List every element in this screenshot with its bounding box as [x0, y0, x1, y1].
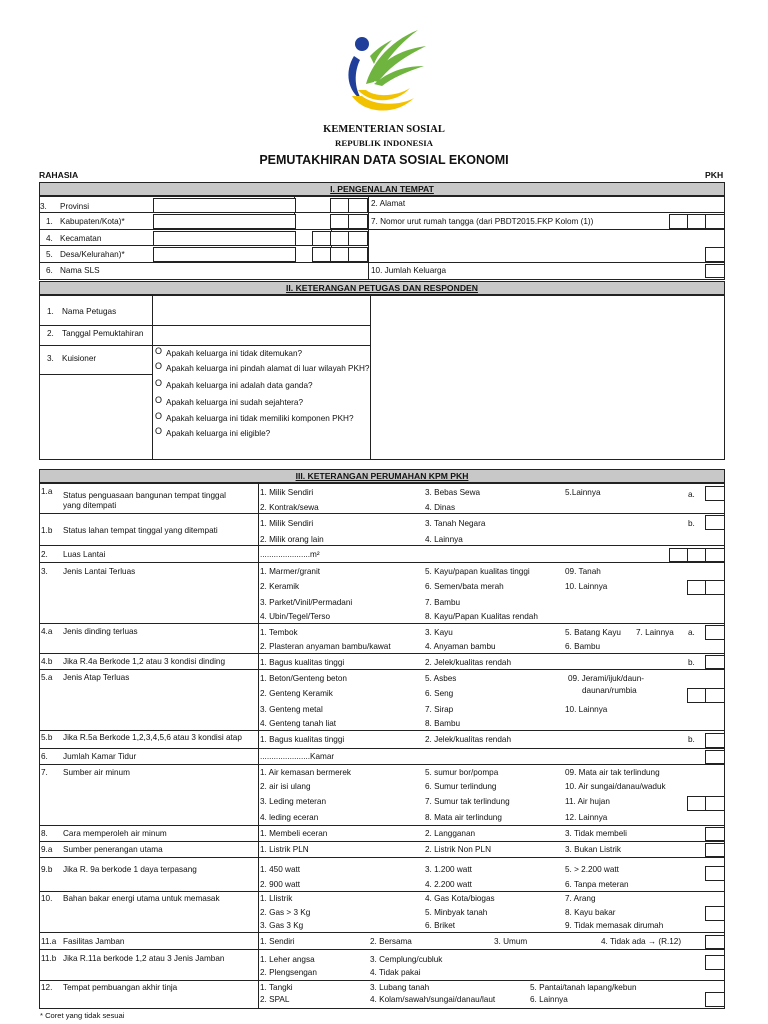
kabupaten-code-2[interactable] — [348, 214, 368, 229]
jumlah-keluarga-label: 10. Jumlah Keluarga — [371, 266, 447, 275]
q12-opt-2: 2. SPAL — [260, 995, 290, 1004]
q9b-opt-1: 1. 450 watt — [260, 865, 301, 874]
q8-opt-1: 1. Membeli eceran — [260, 829, 328, 838]
section-1-header: I. PENGENALAN TEMPAT — [39, 182, 725, 196]
q10-opt-3: 3. Gas 3 Kg — [260, 921, 304, 930]
desa-code-2[interactable] — [330, 247, 350, 262]
q4b-opt-2: 2. Jelek/kualitas rendah — [425, 658, 512, 667]
q1b-tag: b. — [688, 519, 695, 528]
q10-opt-9: 9. Tidak memasak dirumah — [565, 921, 664, 930]
q11a-opt-4: 4. Tidak ada → (R.12) — [601, 937, 682, 946]
q2-value[interactable]: ......................m² — [260, 550, 320, 559]
q7-opt-2: 2. air isi ulang — [260, 782, 311, 791]
jumlah-keluarga-box[interactable] — [705, 264, 725, 278]
q11b-opt-4: 4. Tidak pakai — [370, 968, 421, 977]
kabupaten-input[interactable] — [153, 214, 296, 229]
q12-opt-6: 6. Lainnya — [530, 995, 568, 1004]
ministry-logo — [340, 22, 430, 122]
q11b-opt-1: 1. Leher angsa — [260, 955, 315, 964]
question-2: Apakah keluarga ini pindah alamat di luar wilayah PKH? — [166, 364, 370, 373]
kuisioner-num: 3. — [47, 354, 54, 363]
q1a-answer-box[interactable] — [705, 486, 725, 501]
q7-opt-7: 7. Sumur tak terlindung — [425, 797, 510, 806]
q10-opt-5: 5. Minbyak tanah — [425, 908, 488, 917]
q11a-label: Fasilitas Jamban — [63, 937, 125, 946]
q9a-opt-2: 2. Listrik Non PLN — [425, 845, 491, 854]
petugas-num: 1. — [47, 307, 54, 316]
q7-opt-10: 10. Air sungai/danau/waduk — [565, 782, 666, 791]
q1a-opt-4: 4. Dinas — [425, 503, 456, 512]
q3-opt-3: 3. Parket/Vinil/Permadani — [260, 598, 353, 607]
q4a-opt-7: 7. Lainnya — [636, 628, 674, 637]
q5a-num: 5.a — [41, 673, 53, 682]
q12-opt-5: 5. Pantai/tanah lapang/kebun — [530, 983, 637, 992]
q5a-opt-5: 5. Asbes — [425, 674, 457, 683]
ministry-name: KEMENTERIAN SOSIAL — [323, 124, 445, 135]
radio-q2[interactable]: O — [155, 361, 163, 371]
kecamatan-code-2[interactable] — [330, 231, 350, 246]
radio-q3[interactable]: O — [155, 378, 163, 388]
q5a-opt-1: 1. Beton/Genteng beton — [260, 674, 347, 683]
q1b-label: Status lahan tempat tinggal yang ditempati — [63, 526, 218, 535]
q3-box-1[interactable] — [687, 580, 707, 595]
q4a-opt-4: 4. Anyaman bambu — [425, 642, 496, 651]
q3-opt-1: 1. Marmer/granit — [260, 567, 321, 576]
q1b-opt-2: 2. Milik orang lain — [260, 535, 324, 544]
q10-opt-1: 1. Llistrik — [260, 894, 293, 903]
q9a-answer-box[interactable] — [705, 843, 725, 857]
q11a-opt-1: 1. Sendiri — [260, 937, 295, 946]
q1b-opt-3: 3. Tanah Negara — [425, 519, 486, 528]
q10-answer-box[interactable] — [705, 906, 725, 921]
q5a-label: Jenis Atap Terluas — [63, 673, 130, 682]
q8-label: Cara memperoleh air minum — [63, 829, 167, 838]
q6-answer-box[interactable] — [705, 750, 725, 764]
petugas-label: Nama Petugas — [62, 307, 117, 316]
q8-num: 8. — [41, 829, 48, 838]
q3-opt-2: 2. Keramik — [260, 582, 300, 591]
page-title: PEMUTAKHIRAN DATA SOSIAL EKONOMI — [259, 153, 509, 167]
q7-opt-8: 8. Mata air terlindung — [425, 813, 502, 822]
provinsi-label: Provinsi — [60, 202, 90, 211]
q4b-label: Jika R.4a Berkode 1,2 atau 3 kondisi dinding — [63, 657, 226, 666]
q9a-opt-3: 3. Bukan Listrik — [565, 845, 621, 854]
nomor-urut-box-2[interactable] — [687, 214, 707, 229]
q9a-num: 9.a — [41, 845, 53, 854]
desa-label: Desa/Kelurahan)* — [60, 250, 125, 259]
provinsi-num: 3. — [40, 202, 47, 211]
q8-opt-2: 2. Langganan — [425, 829, 476, 838]
q12-answer-box[interactable] — [705, 992, 725, 1007]
q5a-opt-2: 2. Genteng Keramik — [260, 689, 333, 698]
q3-box-2[interactable] — [705, 580, 725, 595]
q11a-num: 11.a — [41, 937, 57, 946]
q3-opt-8: 8. Kayu/Papan Kualitas rendah — [425, 612, 538, 621]
question-1: Apakah keluarga ini tidak ditemukan? — [166, 349, 303, 358]
kabupaten-num: 1. — [46, 217, 53, 226]
question-5: Apakah keluarga ini tidak memiliki komponen PKH? — [166, 414, 354, 423]
radio-q5[interactable]: O — [155, 411, 163, 421]
q1b-opt-4: 4. Lainnya — [425, 535, 463, 544]
q5a-opt-8: 8. Bambu — [425, 719, 461, 728]
q4a-opt-1: 1. Tembok — [260, 628, 298, 637]
q1a-tag: a. — [688, 490, 695, 499]
kecamatan-code-3[interactable] — [348, 231, 368, 246]
q11a-opt-3: 3. Umum — [494, 937, 528, 946]
republic-name: REPUBLIK INDONESIA — [334, 138, 433, 148]
rahasia-tag: RAHASIA — [39, 170, 79, 180]
q4a-opt-5: 5. Batang Kayu — [565, 628, 621, 637]
footnote: * Coret yang tidak sesuai — [40, 1011, 125, 1020]
nomor-urut-box-3[interactable] — [705, 214, 725, 229]
q11a-answer-box[interactable] — [705, 935, 725, 949]
q9b-opt-6: 6. Tanpa meteran — [565, 880, 629, 889]
desa-num: 5. — [46, 250, 53, 259]
kabupaten-code-1[interactable] — [330, 214, 350, 229]
q8-opt-3: 3. Tidak membeli — [565, 829, 627, 838]
q4b-opt-1: 1. Bagus kualitas tinggi — [260, 658, 345, 667]
q9b-answer-box[interactable] — [705, 866, 725, 881]
q11b-num: 11.b — [41, 954, 57, 963]
q1a-opt-2: 2. Kontrak/sewa — [260, 503, 319, 512]
q7-opt-1: 1. Air kemasan bermerek — [260, 768, 352, 777]
q1a-label-2: yang ditempati — [63, 501, 117, 510]
q5b-opt-1: 1. Bagus kualitas tinggi — [260, 735, 345, 744]
q10-label: Bahan bakar energi utama untuk memasak — [63, 894, 220, 903]
q7-opt-9: 09. Mata air tak terlindung — [565, 768, 660, 777]
q4a-opt-2: 2. Plasteran anyaman bambu/kawat — [260, 642, 391, 651]
q5b-num: 5.b — [41, 733, 53, 742]
q7-opt-12: 12. Lainnya — [565, 813, 608, 822]
q6-label: Jumlah Kamar Tidur — [63, 752, 137, 761]
q10-opt-7: 7. Arang — [565, 894, 596, 903]
q3-opt-10: 10. Lainnya — [565, 582, 608, 591]
q7-opt-11: 11. Air hujan — [565, 797, 610, 806]
q7-box-2[interactable] — [705, 796, 725, 811]
q5a-opt-3: 3. Genteng metal — [260, 705, 323, 714]
question-6: Apakah keluarga ini eligible? — [166, 429, 271, 438]
q4a-opt-6: 6. Bambu — [565, 642, 601, 651]
q10-opt-6: 6. Briket — [425, 921, 456, 930]
q7-opt-4: 4. leding eceran — [260, 813, 319, 822]
q2-box-2[interactable] — [687, 548, 707, 562]
q9b-label: Jika R. 9a berkode 1 daya terpasang — [63, 865, 197, 874]
section-3-header: III. KETERANGAN PERUMAHAN KPM PKH — [39, 469, 725, 483]
q12-opt-1: 1. Tangki — [260, 983, 293, 992]
q1a-opt-1: 1. Milik Sendiri — [260, 488, 314, 497]
provinsi-input[interactable] — [153, 198, 296, 213]
sls-num: 6. — [46, 266, 53, 275]
q1a-opt-5: 5.Lainnya — [565, 488, 601, 497]
q3-label: Jenis Lantai Terluas — [63, 567, 136, 576]
q5a-opt-9a: 09. Jerami/ijuk/daun- — [568, 674, 644, 683]
kabupaten-label: Kabupaten/Kota)* — [60, 217, 125, 226]
q5a-opt-7: 7. Sirap — [425, 705, 454, 714]
q4a-num: 4.a — [41, 627, 53, 636]
provinsi-code-1[interactable] — [330, 198, 350, 213]
q2-label: Luas Lantai — [63, 550, 106, 559]
q7-num: 7. — [41, 768, 48, 777]
q1a-num: 1.a — [41, 487, 53, 496]
q5b-label: Jika R.5a Berkode 1,2,3,4,5,6 atau 3 kondisi atap — [63, 733, 242, 742]
desa-code-1[interactable] — [312, 247, 332, 262]
q2-box-1[interactable] — [669, 548, 689, 562]
q4b-answer-box[interactable] — [705, 655, 725, 669]
alamat-label: 2. Alamat — [371, 199, 406, 208]
nomor-urut-box-1[interactable] — [669, 214, 689, 229]
q2-box-3[interactable] — [705, 548, 725, 562]
alamat-code-box[interactable] — [705, 247, 725, 262]
q1b-opt-1: 1. Milik Sendiri — [260, 519, 314, 528]
q3-opt-4: 4. Ubin/Tegel/Terso — [260, 612, 331, 621]
q5b-opt-2: 2. Jelek/kualitas rendah — [425, 735, 512, 744]
question-4: Apakah keluarga ini sudah sejahtera? — [166, 398, 304, 407]
q5b-tag: b. — [688, 735, 695, 744]
kecamatan-input[interactable] — [153, 231, 296, 246]
radio-q4[interactable]: O — [155, 395, 163, 405]
q5a-opt-6: 6. Seng — [425, 689, 454, 698]
q12-num: 12. — [41, 983, 53, 992]
desa-code-3[interactable] — [348, 247, 368, 262]
radio-q1[interactable]: O — [155, 346, 163, 356]
q11b-opt-2: 2. Plengsengan — [260, 968, 317, 977]
desa-input[interactable] — [153, 247, 296, 262]
section-2-header: II. KETERANGAN PETUGAS DAN RESPONDEN — [39, 281, 725, 295]
q5a-opt-4: 4. Genteng tanah liat — [260, 719, 337, 728]
q1a-opt-3: 3. Bebas Sewa — [425, 488, 481, 497]
q4a-opt-3: 3. Kayu — [425, 628, 453, 637]
q7-opt-6: 6. Sumur terlindung — [425, 782, 497, 791]
q3-opt-5: 5. Kayu/papan kualitas tinggi — [425, 567, 530, 576]
q9b-opt-5: 5. > 2.200 watt — [565, 865, 619, 874]
q3-opt-6: 6. Semen/bata merah — [425, 582, 504, 591]
tanggal-num: 2. — [47, 329, 54, 338]
q4b-num: 4.b — [41, 657, 53, 666]
q8-answer-box[interactable] — [705, 827, 725, 841]
q7-opt-3: 3. Leding meteran — [260, 797, 326, 806]
q11b-opt-3: 3. Cemplung/cubluk — [370, 955, 443, 964]
q10-opt-2: 2. Gas > 3 Kg — [260, 908, 311, 917]
q5a-box-1[interactable] — [687, 688, 707, 703]
kuisioner-label: Kuisioner — [62, 354, 97, 363]
q11b-label: Jika R.11a berkode 1,2 atau 3 Jenis Jamban — [63, 954, 225, 963]
q3-opt-9: 09. Tanah — [565, 567, 601, 576]
kecamatan-code-1[interactable] — [312, 231, 332, 246]
q1b-num: 1.b — [41, 526, 53, 535]
q1a-label-1: Status penguasaan bangunan tempat tinggal — [63, 491, 226, 500]
q11b-answer-box[interactable] — [705, 955, 725, 970]
q9a-opt-1: 1. Listrik PLN — [260, 845, 309, 854]
q6-num: 6. — [41, 752, 48, 761]
q4a-tag: a. — [688, 628, 695, 637]
question-3: Apakah keluarga ini adalah data ganda? — [166, 381, 313, 390]
radio-q6[interactable]: O — [155, 426, 163, 436]
q9a-label: Sumber penerangan utama — [63, 845, 163, 854]
section-2-table — [39, 295, 725, 460]
q2-num: 2. — [41, 550, 48, 559]
q5a-opt-9b: daunan/rumbia — [582, 686, 637, 695]
q10-num: 10. — [41, 894, 53, 903]
q5a-opt-10: 10. Lainnya — [565, 705, 608, 714]
q12-opt-4: 4. Kolam/sawah/sungai/danau/laut — [370, 995, 496, 1004]
tanggal-label: Tanggal Pemuktahiran — [62, 329, 144, 338]
q5b-answer-box[interactable] — [705, 733, 725, 748]
q9b-opt-2: 2. 900 watt — [260, 880, 301, 889]
q9b-num: 9.b — [41, 865, 53, 874]
q9b-opt-4: 4. 2.200 watt — [425, 880, 472, 889]
q12-opt-3: 3. Lubang tanah — [370, 983, 430, 992]
q6-value[interactable]: ......................Kamar — [260, 752, 335, 761]
q7-opt-5: 5. sumur bor/pompa — [425, 768, 499, 777]
q7-label: Sumber air minum — [63, 768, 130, 777]
provinsi-code-2[interactable] — [348, 198, 368, 213]
q5a-box-2[interactable] — [705, 688, 725, 703]
q3-opt-7: 7. Bambu — [425, 598, 461, 607]
kecamatan-label: Kecamatan — [60, 234, 102, 243]
q11a-opt-2: 2. Bersama — [370, 937, 412, 946]
q10-opt-8: 8. Kayu bakar — [565, 908, 616, 917]
q12-label: Tempat pembuangan akhir tinja — [63, 983, 178, 992]
q4b-tag: b. — [688, 658, 695, 667]
q4a-answer-box[interactable] — [705, 625, 725, 640]
pkh-tag: PKH — [705, 170, 724, 180]
q3-num: 3. — [41, 567, 48, 576]
sls-label: Nama SLS — [60, 266, 100, 275]
q7-box-1[interactable] — [687, 796, 707, 811]
nomor-urut-label: 7. Nomor urut rumah tangga (dari PBDT2015.FKP Kolom (1)) — [371, 217, 594, 226]
q1b-answer-box[interactable] — [705, 515, 725, 530]
q9b-opt-3: 3. 1.200 watt — [425, 865, 472, 874]
q4a-label: Jenis dinding terluas — [63, 627, 138, 636]
q10-opt-4: 4. Gas Kota/biogas — [425, 894, 495, 903]
kecamatan-num: 4. — [46, 234, 53, 243]
